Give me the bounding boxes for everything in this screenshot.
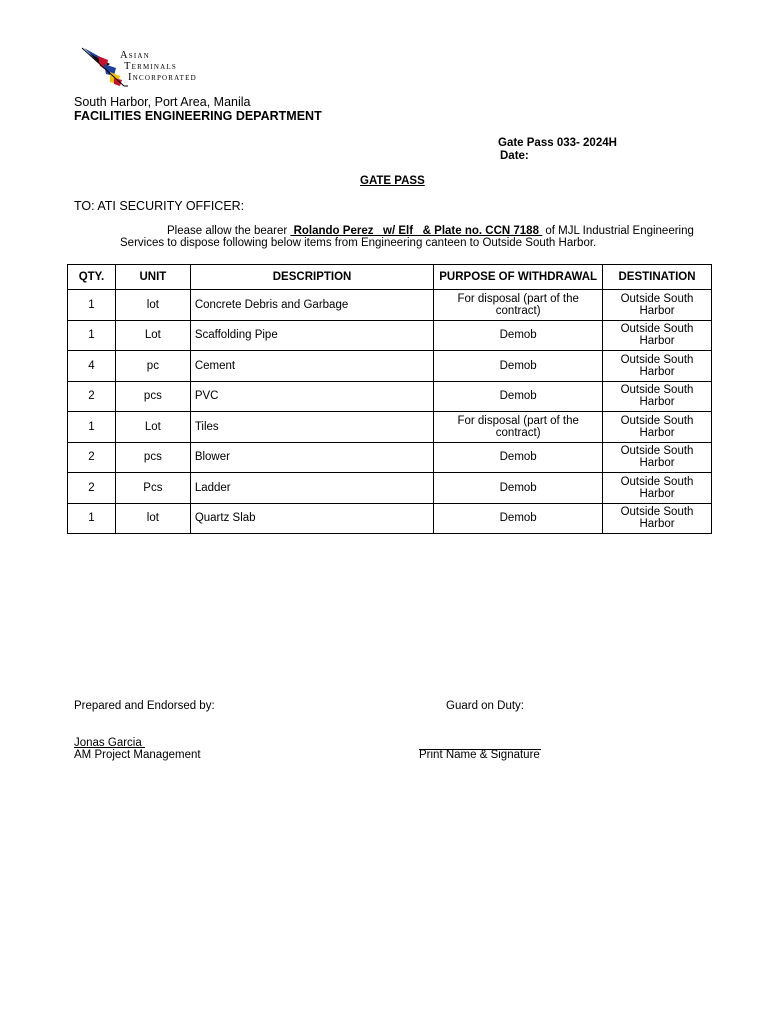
items-table	[67, 264, 712, 534]
cell-purpose: Demob	[434, 381, 603, 412]
cell-purpose: Demob	[434, 320, 603, 351]
prepared-by-title: AM Project Management	[74, 749, 201, 761]
cell-unit: pcs	[115, 381, 190, 412]
cell-destination: Outside South Harbor	[603, 381, 712, 412]
company-address: South Harbor, Port Area, Manila	[74, 95, 251, 109]
guard-on-duty-label: Guard on Duty:	[446, 700, 524, 712]
cell-destination: Outside South Harbor	[603, 442, 712, 473]
prepared-by-label: Prepared and Endorsed by:	[74, 700, 215, 712]
header-qty: QTY.	[68, 265, 116, 290]
cell-destination: Outside South Harbor	[603, 473, 712, 504]
cell-destination: Outside South Harbor	[603, 412, 712, 443]
cell-qty: 1	[68, 412, 116, 443]
cell-unit: pcs	[115, 442, 190, 473]
cell-qty: 2	[68, 381, 116, 412]
cell-description: Cement	[190, 351, 433, 382]
cell-destination: Outside South Harbor	[603, 290, 712, 321]
table-row	[68, 320, 712, 351]
cell-purpose: Demob	[434, 473, 603, 504]
company-logo	[80, 46, 255, 90]
cell-description: Scaffolding Pipe	[190, 320, 433, 351]
cell-qty: 2	[68, 473, 116, 504]
body-line-1	[167, 225, 694, 237]
logo-line: Terminals	[124, 61, 177, 72]
cell-unit: lot	[115, 290, 190, 321]
header-purpose: PURPOSE OF WITHDRAWAL	[434, 265, 603, 290]
table-row	[68, 503, 712, 534]
cell-description: PVC	[190, 381, 433, 412]
body-post: of MJL Industrial Engineering	[542, 225, 694, 237]
cell-description: Blower	[190, 442, 433, 473]
table-row	[68, 351, 712, 382]
cell-destination: Outside South Harbor	[603, 351, 712, 382]
body-pre: Please allow the bearer	[167, 225, 291, 237]
logo-line: Asian	[120, 50, 150, 61]
department-name: FACILITIES ENGINEERING DEPARTMENT	[74, 109, 322, 123]
table-row	[68, 473, 712, 504]
recipient-line: TO: ATI SECURITY OFFICER:	[74, 199, 245, 213]
header-description: DESCRIPTION	[190, 265, 433, 290]
cell-qty: 1	[68, 290, 116, 321]
cell-qty: 4	[68, 351, 116, 382]
logo-line: Incorporated	[128, 72, 197, 83]
cell-description: Ladder	[190, 473, 433, 504]
table-header-row	[68, 265, 712, 290]
gate-pass-number: Gate Pass 033- 2024H	[498, 137, 617, 149]
table-row	[68, 412, 712, 443]
table-row	[68, 381, 712, 412]
cell-destination: Outside South Harbor	[603, 320, 712, 351]
cell-destination: Outside South Harbor	[603, 503, 712, 534]
cell-unit: Pcs	[115, 473, 190, 504]
guard-signature-caption: Print Name & Signature	[419, 749, 540, 761]
cell-purpose: Demob	[434, 503, 603, 534]
cell-description: Quartz Slab	[190, 503, 433, 534]
body-line-2: Services to dispose following below items from Engineering canteen to Outside South Harbor.	[120, 237, 597, 249]
bearer-details: Rolando Perez w/ Elf & Plate no. CCN 7188	[290, 225, 543, 237]
header-destination: DESTINATION	[603, 265, 712, 290]
cell-unit: Lot	[115, 412, 190, 443]
cell-purpose: Demob	[434, 351, 603, 382]
cell-qty: 2	[68, 442, 116, 473]
header-unit: UNIT	[115, 265, 190, 290]
cell-description: Concrete Debris and Garbage	[190, 290, 433, 321]
cell-purpose: For disposal (part of the contract)	[434, 412, 603, 443]
cell-unit: Lot	[115, 320, 190, 351]
cell-purpose: Demob	[434, 442, 603, 473]
cell-qty: 1	[68, 320, 116, 351]
table-row	[68, 290, 712, 321]
cell-unit: lot	[115, 503, 190, 534]
cell-unit: pc	[115, 351, 190, 382]
cell-purpose: For disposal (part of the contract)	[434, 290, 603, 321]
document-title: GATE PASS	[360, 175, 425, 187]
logo-wordmark	[120, 50, 197, 83]
cell-qty: 1	[68, 503, 116, 534]
cell-description: Tiles	[190, 412, 433, 443]
table-row	[68, 442, 712, 473]
prepared-by-name: Jonas Garcia	[74, 737, 145, 749]
date-label: Date:	[500, 150, 529, 162]
